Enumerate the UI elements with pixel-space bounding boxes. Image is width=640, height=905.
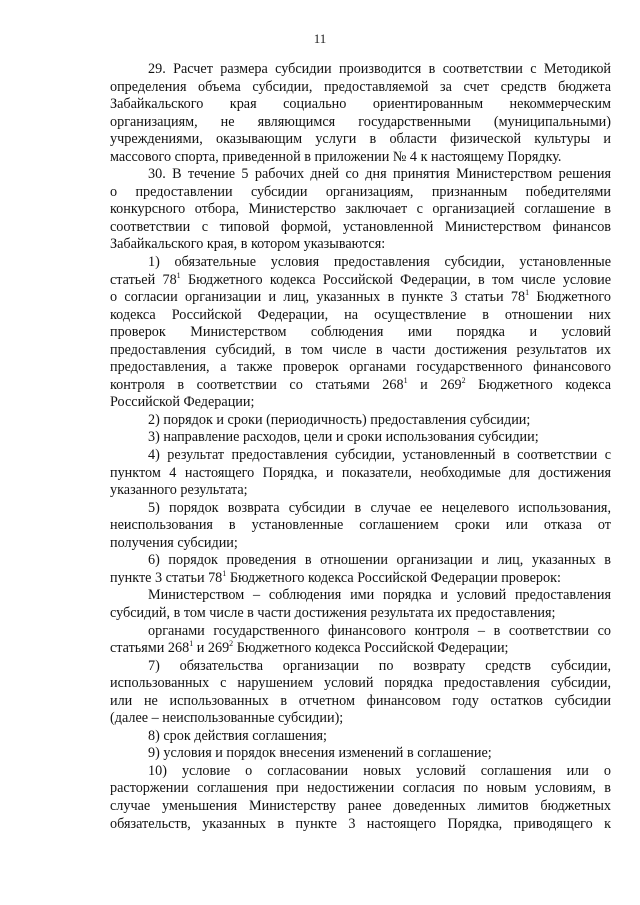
text-segment: 7) обязательства организации по возврату средств субсидии, bbox=[148, 657, 611, 674]
text-line bbox=[110, 166, 611, 184]
text-segment: учреждениями, оказывающим услуги в области физической культуры и bbox=[110, 131, 611, 148]
text-line bbox=[110, 307, 611, 325]
text-line bbox=[110, 131, 611, 149]
text-segment: о предоставлении субсидии организациям, признанным победителями bbox=[110, 183, 611, 200]
text-line bbox=[110, 693, 611, 711]
text-segment: (далее – неиспользованные субсидии); bbox=[110, 710, 344, 727]
text-segment: расторжении соглашения при недостижении согласия по новым условиям, в bbox=[110, 780, 611, 797]
text-line bbox=[110, 816, 611, 834]
text-line bbox=[110, 482, 611, 500]
text-segment: 5) порядок возврата субсидии в случае ее нецелевого использования, bbox=[148, 499, 611, 516]
text-segment: Бюджетного кодекса Российской Федерации; bbox=[233, 640, 509, 657]
text-segment: Министерством – соблюдения ими порядка и условий предоставления bbox=[148, 587, 611, 604]
text-segment: о согласии организации и лиц, указанных в пункте 3 статьи 78 bbox=[110, 289, 526, 306]
text-segment: 10) условие о согласовании новых условий соглашения или о bbox=[148, 762, 611, 779]
text-line bbox=[110, 798, 611, 816]
text-segment: случае уменьшения Министерству ранее доведенных лимитов бюджетных bbox=[110, 797, 611, 814]
text-segment: статьями 268 bbox=[110, 640, 190, 657]
text-line bbox=[110, 149, 611, 167]
text-line bbox=[110, 272, 611, 290]
text-line bbox=[110, 500, 611, 518]
text-segment: 2) порядок и сроки (периодичность) предоставления субсидии; bbox=[148, 411, 531, 428]
text-segment: или не использованных в отчетном финансовом году остатков субсидии bbox=[110, 692, 611, 709]
text-line bbox=[110, 675, 611, 693]
text-line bbox=[110, 412, 611, 430]
text-segment: массового спорта, приведенной в приложении № 4 к настоящему Порядку. bbox=[110, 148, 562, 165]
text-line bbox=[110, 763, 611, 781]
text-segment: и 269 bbox=[193, 640, 230, 657]
superscript: 1 bbox=[222, 568, 227, 578]
text-segment: указанного результата; bbox=[110, 482, 248, 499]
text-segment: использованных с нарушением условий порядка предоставления субсидии, bbox=[110, 675, 611, 692]
text-segment: определения объема субсидии, предоставляемой за счет средств бюджета bbox=[110, 78, 611, 95]
text-line bbox=[110, 728, 611, 746]
text-segment: проверок Министерством соблюдения ими порядка и условий bbox=[110, 324, 611, 341]
text-line bbox=[110, 394, 611, 412]
text-line bbox=[110, 780, 611, 798]
text-segment: 4) результат предоставления субсидии, установленный в соответствии с bbox=[148, 447, 611, 464]
text-line bbox=[110, 377, 611, 395]
text-segment: органами государственного финансового контроля – в соответствии со bbox=[148, 622, 611, 639]
text-line bbox=[110, 552, 611, 570]
superscript: 2 bbox=[229, 639, 234, 649]
text-line bbox=[110, 219, 611, 237]
text-segment: контроля в соответствии со статьями 268 bbox=[110, 376, 404, 393]
text-segment: 3) направление расходов, цели и сроки использования субсидии; bbox=[148, 429, 539, 446]
text-segment: конкурсного отбора, Министерство заключает с организацией соглашение в bbox=[110, 201, 611, 218]
text-line bbox=[110, 570, 611, 588]
text-line bbox=[110, 535, 611, 553]
text-line bbox=[110, 61, 611, 79]
text-line bbox=[110, 605, 611, 623]
text-line bbox=[110, 79, 611, 97]
superscript: 1 bbox=[525, 288, 530, 298]
text-line bbox=[110, 96, 611, 114]
text-segment: кодекса Российской Федерации, на осуществление в отношении них bbox=[110, 306, 611, 323]
text-line bbox=[110, 517, 611, 535]
text-line bbox=[110, 640, 611, 658]
superscript: 1 bbox=[189, 639, 194, 649]
text-segment: получения субсидии; bbox=[110, 534, 238, 551]
text-segment: 8) срок действия соглашения; bbox=[148, 727, 327, 744]
text-segment: 30. В течение 5 рабочих дней со дня принятия Министерством решения bbox=[148, 166, 611, 183]
text-segment: 1) обязательные условия предоставления субсидии, установленные bbox=[148, 254, 611, 271]
text-segment: пункте 3 статьи 78 bbox=[110, 569, 223, 586]
text-segment: соответствии с типовой формой, установленной Министерством финансов bbox=[110, 218, 611, 235]
text-segment: Забайкальского края, в котором указываются: bbox=[110, 236, 386, 253]
text-segment: Бюджетного кодекса bbox=[465, 376, 612, 393]
text-segment: Бюджетного кодекса Российской Федерации проверок: bbox=[226, 569, 561, 586]
text-line bbox=[110, 623, 611, 641]
document-body bbox=[110, 61, 611, 833]
text-line bbox=[110, 359, 611, 377]
text-line bbox=[110, 254, 611, 272]
text-line bbox=[110, 658, 611, 676]
text-segment: неиспользования в установленные соглашением сроки или отказа от bbox=[110, 517, 611, 534]
text-segment: субсидий, в том числе в части достижения результата их предоставления; bbox=[110, 604, 556, 621]
superscript: 1 bbox=[403, 375, 408, 385]
text-segment: 6) порядок проведения в отношении организации и лиц, указанных в bbox=[148, 552, 611, 569]
text-line bbox=[110, 236, 611, 254]
text-line bbox=[110, 710, 611, 728]
superscript: 1 bbox=[176, 270, 181, 280]
text-segment: Российской Федерации; bbox=[110, 394, 255, 411]
text-segment: 29. Расчет размера субсидии производится в соответствии с Методикой bbox=[148, 61, 611, 77]
text-segment: предоставления субсидий, в том числе в части достижения результатов их bbox=[110, 341, 611, 358]
text-segment: пунктом 4 настоящего Порядка, и показатели, необходимые для достижения bbox=[110, 464, 611, 481]
superscript: 2 bbox=[461, 375, 466, 385]
text-line bbox=[110, 324, 611, 342]
text-line bbox=[110, 114, 611, 132]
text-segment: обязательств, указанных в пункте 3 настоящего Порядка, приводящего к bbox=[110, 815, 611, 832]
text-line bbox=[110, 201, 611, 219]
text-line bbox=[110, 429, 611, 447]
text-segment: и 269 bbox=[407, 376, 462, 393]
text-line bbox=[110, 745, 611, 763]
text-segment: предоставления, а также проверок органами государственного финансового bbox=[110, 359, 611, 376]
text-line bbox=[110, 465, 611, 483]
text-segment: 9) условия и порядок внесения изменений в соглашение; bbox=[148, 745, 492, 762]
text-line bbox=[110, 184, 611, 202]
text-segment: Бюджетного кодекса Российской Федерации, в том числе условие bbox=[180, 271, 611, 288]
text-segment: статьей 78 bbox=[110, 271, 177, 288]
text-line bbox=[110, 342, 611, 360]
text-segment: Бюджетного bbox=[529, 289, 611, 306]
page-number: 11 bbox=[313, 31, 327, 46]
text-line bbox=[110, 447, 611, 465]
text-line bbox=[110, 587, 611, 605]
text-segment: организациям, не являющимся государственными (муниципальными) bbox=[110, 113, 611, 130]
text-line bbox=[110, 289, 611, 307]
text-segment: Забайкальского края социально ориентированным некоммерческим bbox=[110, 96, 611, 113]
